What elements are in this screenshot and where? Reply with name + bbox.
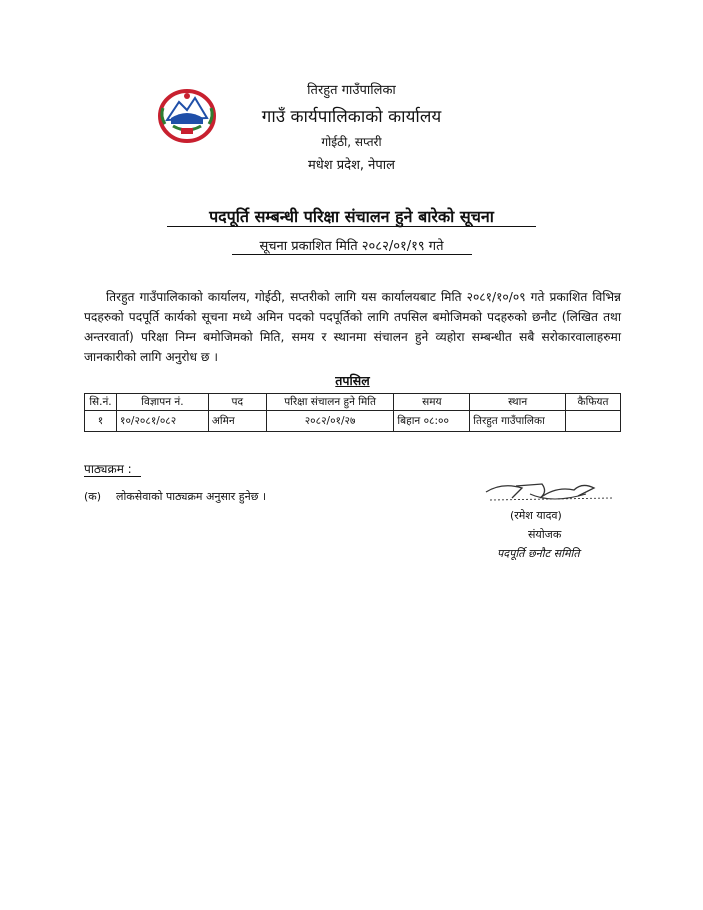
syllabus-item-key: (क)	[84, 490, 102, 503]
col-time: समय	[394, 394, 470, 411]
syllabus-underline	[84, 476, 141, 477]
committee-name: पदपूर्ति छनौट समिति	[497, 547, 580, 560]
cell-time: बिहान ०८:००	[394, 411, 470, 432]
col-exam-date: परिक्षा संचालन हुने मिति	[266, 394, 394, 411]
col-serial: सि.नं.	[85, 394, 117, 411]
table-header-row	[85, 394, 621, 411]
office-address: गोईठी, सप्तरी	[321, 135, 382, 149]
col-post: पद	[208, 394, 266, 411]
col-ad-number: विज्ञापन नं.	[116, 394, 208, 411]
title-underline	[167, 226, 536, 227]
syllabus-heading: पाठ्यक्रम :	[84, 462, 132, 476]
signatory-role: संयोजक	[528, 528, 562, 541]
col-venue: स्थान	[470, 394, 566, 411]
notice-title: पदपूर्ति सम्बन्धी परिक्षा संचालन हुने बारेको सूचना	[209, 207, 494, 226]
cell-exam-date: २०८२/०१/२७	[266, 411, 394, 432]
exam-schedule-table	[84, 393, 621, 432]
handwritten-signature	[482, 474, 617, 510]
table-row	[85, 411, 621, 432]
province-name: मधेश प्रदेश, नेपाल	[308, 158, 395, 173]
office-name: गाउँ कार्यपालिकाको कार्यालय	[261, 107, 442, 127]
cell-post: अमिन	[208, 411, 266, 432]
publish-date: सूचना प्रकाशित मिति २०८२/०१/१९ गते	[259, 239, 444, 254]
cell-ad-number: १०/२०८१/०८२	[116, 411, 208, 432]
schedule-heading: तपसिल	[335, 373, 370, 388]
signatory-name: (रमेश यादव)	[510, 509, 562, 522]
syllabus-item-text: लोकसेवाको पाठ्यक्रम अनुसार हुनेछ ।	[116, 490, 267, 503]
notice-body: तिरहुत गाउँपालिकाको कार्यालय, गोईठी, सप्तरीको लागि यस कार्यालयबाट मिति २०८१/१०/०९ गते प्रकाशित विभिन्न पदहरुको पदपूर्ति कार्यको सूचना मध्ये अमिन पदको पदपूर्तिको लागि तपसिल बमोजिमको पदहरुको छनौट (लिखित तथा अन्तरवार्ता) परिक्षा निम्न बमोजिमको मिति, समय र स्थानमा संचालन हुने व्यहोरा सम्बन्धीत सबै सरोकारवालाहरुमा जानकारीको लागि अनुरोध छ ।	[84, 290, 621, 364]
cell-serial: १	[85, 411, 117, 432]
cell-remarks	[566, 411, 621, 432]
municipality-name: तिरहुत गाउँपालिका	[307, 83, 396, 98]
date-underline	[232, 254, 472, 255]
cell-venue: तिरहुत गाउँपालिका	[470, 411, 566, 432]
col-remarks: कैफियत	[566, 394, 621, 411]
